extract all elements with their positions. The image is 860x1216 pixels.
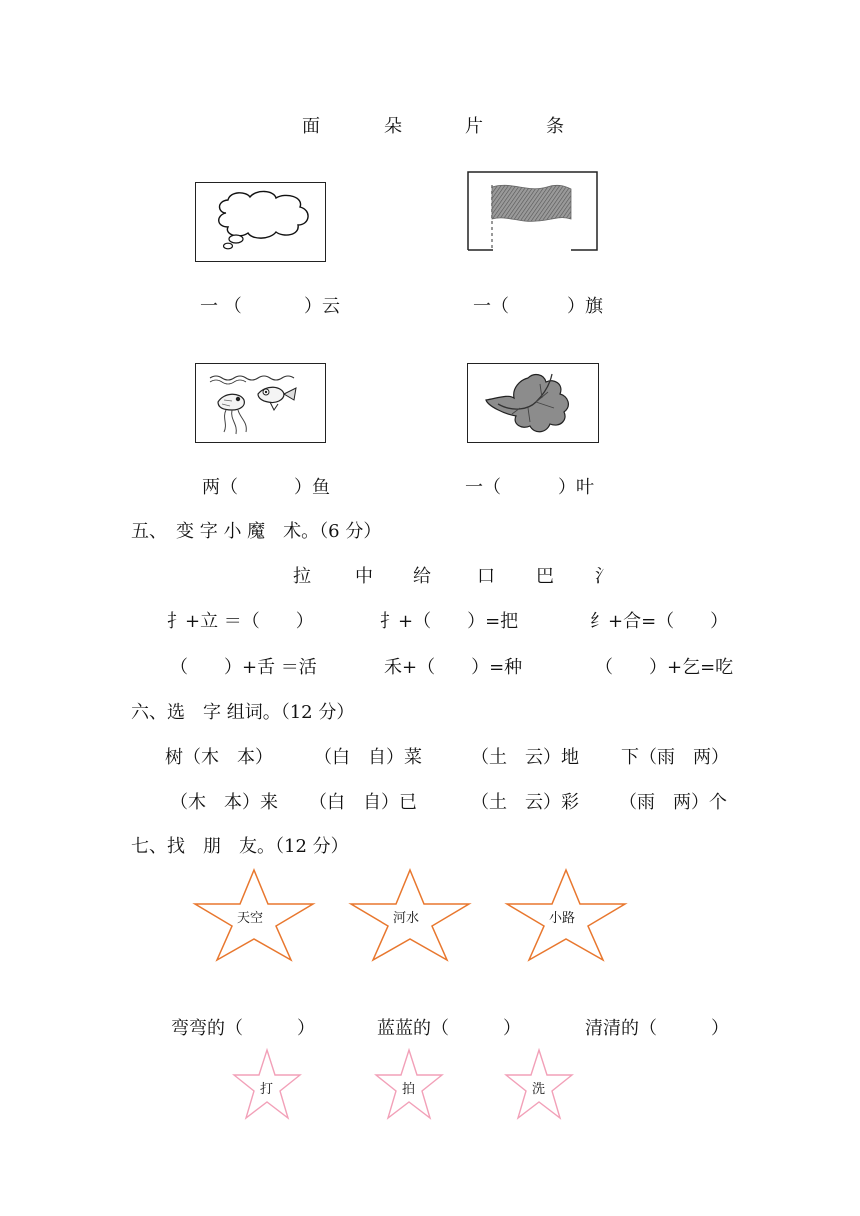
cloud-picture-frame	[195, 182, 326, 262]
word-choice: （雨 两）个	[619, 792, 727, 813]
star-heshui	[349, 868, 471, 962]
picture-item-prefix: 一（	[473, 296, 509, 317]
radical-char: 拉	[293, 566, 311, 587]
picture-item-suffix: ）鱼	[294, 477, 330, 498]
char-equation: （ ）+舌 ＝活	[170, 657, 317, 678]
star-label: 小路	[549, 911, 576, 926]
star-xiaolu	[505, 868, 627, 962]
flag-icon	[492, 185, 571, 251]
section-six-title: 六、选 字 组词。（12 分）	[131, 702, 355, 723]
radical-char: 中	[355, 566, 373, 587]
measure-word: 片	[465, 116, 483, 137]
star-label: 拍	[402, 1082, 416, 1097]
star-da	[232, 1048, 302, 1120]
leaf-picture-frame	[467, 363, 599, 443]
star-label: 打	[260, 1082, 274, 1097]
word-choice: （白 自）已	[309, 792, 417, 813]
word-choice: （白 自）菜	[314, 747, 422, 768]
word-choice: （木 本）来	[170, 792, 278, 813]
measure-word: 条	[546, 116, 564, 137]
word-choice: 树（木 本）	[165, 747, 273, 768]
flag-picture-frame	[467, 171, 598, 251]
section-five-title: 五、 变 字 小 魔 术。（6 分）	[131, 521, 382, 542]
radical-char: 给	[413, 566, 431, 587]
star-pai	[374, 1048, 444, 1120]
picture-item-prefix: 两（	[202, 477, 238, 498]
fish-picture-frame	[195, 363, 326, 443]
match-phrase: 弯弯的（ ）	[171, 1018, 315, 1039]
word-choice: （土 云）地	[471, 747, 579, 768]
match-phrase: 蓝蓝的（ ）	[377, 1018, 521, 1039]
fish-icon	[196, 364, 325, 442]
star-label: 天空	[237, 911, 264, 926]
char-equation: 扌+（ ）=把	[380, 611, 519, 632]
word-choice: （土 云）彩	[471, 792, 579, 813]
picture-item-suffix: ）旗	[567, 296, 603, 317]
star-label: 河水	[393, 911, 420, 926]
radical-char: 口	[477, 566, 495, 587]
radical-char: 氵	[595, 566, 613, 587]
picture-item-suffix: ）云	[304, 296, 340, 317]
word-choice: 下（雨 两）	[621, 747, 729, 768]
char-equation: 扌+立 ＝（ ）	[167, 611, 314, 632]
measure-word: 朵	[384, 116, 402, 137]
leaf-icon	[468, 364, 598, 442]
match-phrase: 清清的（ ）	[585, 1018, 729, 1039]
picture-item-prefix: 一（	[465, 477, 501, 498]
section-seven-title: 七、找 朋 友。（12 分）	[131, 836, 349, 857]
cloud-icon	[196, 183, 325, 261]
char-equation: 纟+合=（ ）	[590, 611, 729, 632]
star-xi	[504, 1048, 574, 1120]
measure-word: 面	[302, 116, 320, 137]
char-equation: （ ）+乞=吃	[595, 657, 734, 678]
star-label: 洗	[532, 1082, 546, 1097]
picture-item-prefix: 一 （	[200, 296, 242, 317]
star-tiankong	[193, 868, 315, 962]
char-equation: 禾+（ ）=种	[384, 657, 523, 678]
radical-char: 巴	[536, 566, 554, 587]
picture-item-suffix: ）叶	[558, 477, 594, 498]
